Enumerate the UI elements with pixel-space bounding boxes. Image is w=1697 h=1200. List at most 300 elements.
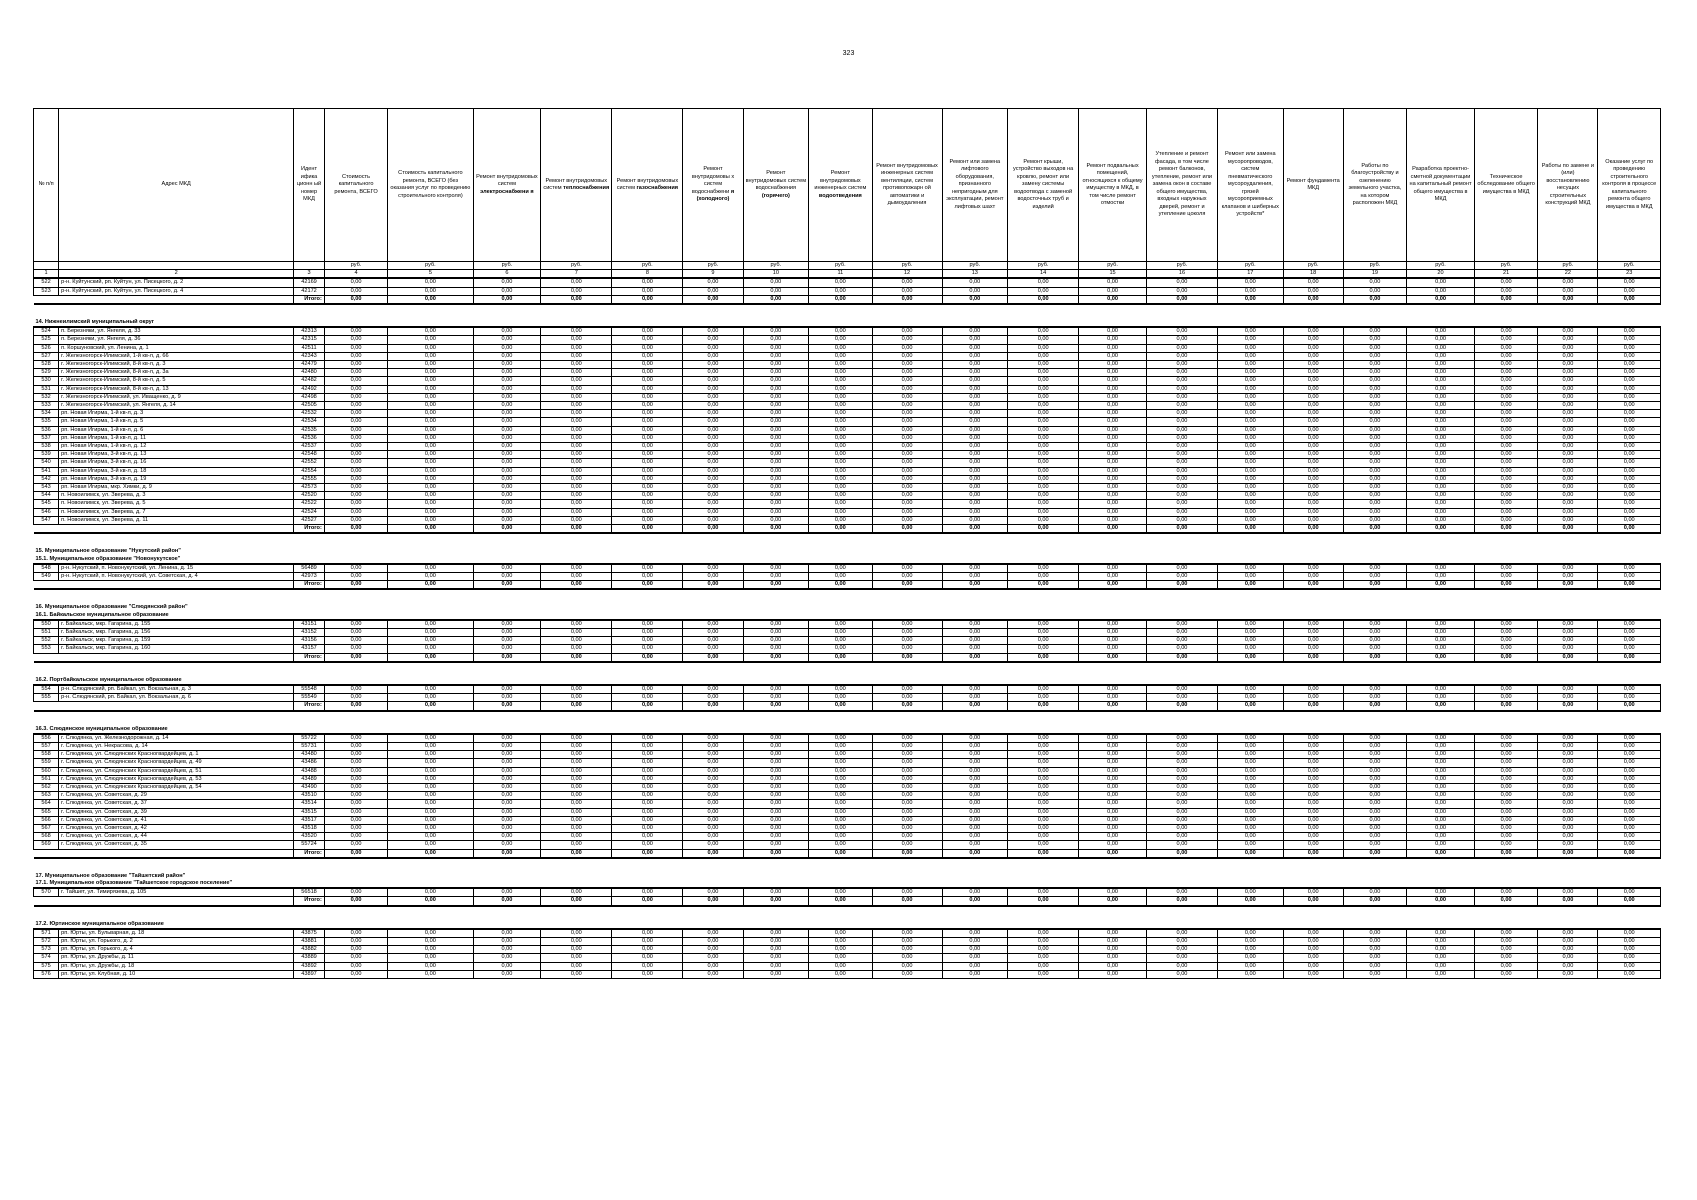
cost-cell: 0,00 — [942, 954, 1008, 962]
mkd-id-cell: 42172 — [294, 287, 325, 295]
section-heading-row — [34, 556, 1661, 564]
cost-cell: 0,00 — [743, 962, 809, 970]
cost-cell: 0,00 — [1008, 564, 1079, 573]
section-heading: 15.1. Муниципальное образование "Новонукутское" — [34, 556, 1661, 564]
cost-cell: 0,00 — [1598, 426, 1661, 434]
cost-cell: 0,00 — [1079, 393, 1147, 401]
cost-cell: 0,00 — [1474, 467, 1537, 475]
cost-cell: 0,00 — [743, 645, 809, 653]
cost-cell: 0,00 — [743, 775, 809, 783]
cost-cell: 0,00 — [1474, 954, 1537, 962]
section-heading: 17. Муниципальное образование "Тайшетский район" — [35, 872, 186, 879]
total-cell: 0,00 — [1008, 897, 1079, 906]
mkd-id-cell: 43520 — [294, 833, 325, 841]
section-heading-row — [34, 921, 1661, 929]
cost-cell: 0,00 — [1538, 369, 1598, 377]
cost-cell: 0,00 — [324, 361, 387, 369]
cost-cell: 0,00 — [1283, 410, 1343, 418]
cost-cell: 0,00 — [1407, 492, 1475, 500]
cost-cell: 0,00 — [683, 888, 743, 897]
cost-cell: 0,00 — [683, 377, 743, 385]
cost-cell: 0,00 — [809, 352, 872, 360]
cost-cell: 0,00 — [1218, 841, 1284, 849]
cost-cell: 0,00 — [1283, 492, 1343, 500]
cost-cell: 0,00 — [1283, 637, 1343, 645]
cost-cell: 0,00 — [1598, 492, 1661, 500]
cost-cell: 0,00 — [942, 841, 1008, 849]
column-header: Ремонт фундамента МКД — [1283, 109, 1343, 262]
cost-cell: 0,00 — [809, 336, 872, 344]
cost-cell: 0,00 — [1218, 759, 1284, 767]
cost-cell: 0,00 — [683, 336, 743, 344]
cost-cell: 0,00 — [1474, 734, 1537, 743]
cost-cell: 0,00 — [942, 336, 1008, 344]
cost-cell: 0,00 — [743, 385, 809, 393]
cost-cell: 0,00 — [1407, 508, 1475, 516]
total-cell: 0,00 — [942, 653, 1008, 662]
total-cell: 0,00 — [683, 849, 743, 858]
total-cell: 0,00 — [324, 653, 387, 662]
cost-cell: 0,00 — [612, 759, 683, 767]
cost-cell: 0,00 — [1146, 759, 1217, 767]
cost-cell: 0,00 — [743, 475, 809, 483]
cost-cell: 0,00 — [1598, 888, 1661, 897]
cost-cell: 0,00 — [324, 792, 387, 800]
cost-cell: 0,00 — [1146, 694, 1217, 702]
cost-cell: 0,00 — [1008, 767, 1079, 775]
cost-cell: 0,00 — [1343, 759, 1406, 767]
cost-cell: 0,00 — [541, 775, 612, 783]
total-cell: 0,00 — [1079, 581, 1147, 590]
cost-cell: 0,00 — [1008, 434, 1079, 442]
row-number: 547 — [34, 516, 59, 524]
cost-cell: 0,00 — [942, 751, 1008, 759]
cost-cell: 0,00 — [683, 287, 743, 295]
table-row — [34, 742, 1661, 750]
cost-cell: 0,00 — [612, 742, 683, 750]
cost-cell: 0,00 — [1343, 808, 1406, 816]
address-cell: г. Байкальск, мкр. Гагарина, д. 156 — [59, 628, 294, 636]
row-number: 552 — [34, 637, 59, 645]
cost-cell: 0,00 — [1218, 327, 1284, 336]
cost-cell: 0,00 — [743, 808, 809, 816]
row-number: 523 — [34, 287, 59, 295]
cost-cell: 0,00 — [942, 767, 1008, 775]
cost-cell: 0,00 — [1218, 344, 1284, 352]
cost-cell: 0,00 — [1218, 816, 1284, 824]
cost-cell: 0,00 — [1474, 402, 1537, 410]
row-number: 528 — [34, 361, 59, 369]
cost-cell: 0,00 — [1218, 278, 1284, 287]
column-number-cell: 9 — [683, 270, 743, 279]
cost-cell: 0,00 — [942, 792, 1008, 800]
spacer-row — [34, 858, 1661, 866]
cost-cell: 0,00 — [1474, 443, 1537, 451]
cost-cell: 0,00 — [388, 492, 473, 500]
cost-cell: 0,00 — [1283, 767, 1343, 775]
cost-cell: 0,00 — [1538, 278, 1598, 287]
cost-cell: 0,00 — [1079, 783, 1147, 791]
cost-cell: 0,00 — [1407, 685, 1475, 694]
cost-cell: 0,00 — [388, 685, 473, 694]
cost-cell: 0,00 — [1474, 385, 1537, 393]
cost-cell: 0,00 — [1008, 759, 1079, 767]
total-cell: 0,00 — [1407, 525, 1475, 534]
cost-cell: 0,00 — [612, 816, 683, 824]
cost-cell: 0,00 — [683, 742, 743, 750]
total-cell: 0,00 — [809, 702, 872, 711]
column-header-bold: я (холодного) — [696, 188, 735, 203]
cost-cell: 0,00 — [1598, 946, 1661, 954]
table-row — [34, 970, 1661, 978]
row-number: 524 — [34, 327, 59, 336]
cost-cell: 0,00 — [1538, 434, 1598, 442]
cost-cell: 0,00 — [1218, 475, 1284, 483]
row-number: 529 — [34, 369, 59, 377]
table-row — [34, 841, 1661, 849]
unit-cell: руб. — [743, 262, 809, 270]
cost-cell: 0,00 — [1218, 645, 1284, 653]
total-blank — [59, 295, 294, 304]
address-cell: рп. Новая Игирма, 1-й кв-л, д. 6 — [59, 426, 294, 434]
column-header: Идент ифика ционн ый номер МКД — [294, 109, 325, 262]
cost-cell: 0,00 — [1079, 637, 1147, 645]
cost-cell: 0,00 — [1008, 970, 1079, 978]
table-row — [34, 500, 1661, 508]
cost-cell: 0,00 — [683, 484, 743, 492]
cost-cell: 0,00 — [743, 841, 809, 849]
address-cell: р-н. Слюдянский, рп. Байкал, ул. Вокзальная, д. 6 — [59, 694, 294, 702]
cost-cell: 0,00 — [1008, 734, 1079, 743]
cost-cell: 0,00 — [743, 694, 809, 702]
row-number: 564 — [34, 800, 59, 808]
section-heading: 16. Муниципальное образование "Слюдянский район" — [35, 604, 188, 611]
cost-cell: 0,00 — [1343, 500, 1406, 508]
table-row — [34, 800, 1661, 808]
total-cell: 0,00 — [1079, 897, 1147, 906]
total-row — [34, 653, 1661, 662]
cost-cell: 0,00 — [612, 459, 683, 467]
cost-cell: 0,00 — [1407, 767, 1475, 775]
cost-cell: 0,00 — [1474, 459, 1537, 467]
cost-cell: 0,00 — [388, 833, 473, 841]
cost-cell: 0,00 — [872, 516, 942, 524]
cost-cell: 0,00 — [683, 685, 743, 694]
column-header: Ремонт или замена лифтового оборудования, признанного непригодным для эксплуатации, ремонт лифтовых шахт — [942, 109, 1008, 262]
cost-cell: 0,00 — [541, 800, 612, 808]
total-cell: 0,00 — [1598, 581, 1661, 590]
table-row — [34, 564, 1661, 573]
cost-cell: 0,00 — [388, 352, 473, 360]
cost-cell: 0,00 — [612, 451, 683, 459]
cost-cell: 0,00 — [809, 443, 872, 451]
cost-cell: 0,00 — [683, 572, 743, 580]
cost-cell: 0,00 — [388, 620, 473, 629]
cost-cell: 0,00 — [683, 508, 743, 516]
cost-cell: 0,00 — [1343, 938, 1406, 946]
cost-cell: 0,00 — [324, 929, 387, 938]
column-header-bold: электроснабжени я — [480, 188, 534, 195]
column-header: Разработка проектно-сметной документации на капитальный ремонт общего имущества в МКД — [1407, 109, 1475, 262]
cost-cell: 0,00 — [1538, 970, 1598, 978]
cost-cell: 0,00 — [1008, 792, 1079, 800]
total-cell: 0,00 — [1474, 295, 1537, 304]
cost-cell: 0,00 — [1474, 377, 1537, 385]
cost-cell: 0,00 — [1474, 564, 1537, 573]
cost-cell: 0,00 — [1343, 287, 1406, 295]
cost-cell: 0,00 — [942, 833, 1008, 841]
total-cell: 0,00 — [473, 897, 541, 906]
cost-cell: 0,00 — [743, 402, 809, 410]
cost-cell: 0,00 — [1079, 929, 1147, 938]
total-cell: 0,00 — [1538, 849, 1598, 858]
cost-cell: 0,00 — [1407, 385, 1475, 393]
cost-cell: 0,00 — [473, 327, 541, 336]
total-cell: 0,00 — [809, 525, 872, 534]
section-heading-row — [34, 548, 1661, 555]
cost-cell: 0,00 — [1343, 946, 1406, 954]
row-number: 551 — [34, 628, 59, 636]
cost-cell: 0,00 — [1146, 508, 1217, 516]
cost-cell: 0,00 — [942, 759, 1008, 767]
cost-cell: 0,00 — [683, 694, 743, 702]
cost-cell: 0,00 — [1008, 775, 1079, 783]
cost-cell: 0,00 — [809, 824, 872, 832]
cost-cell: 0,00 — [1343, 377, 1406, 385]
cost-cell: 0,00 — [1079, 344, 1147, 352]
total-cell: 0,00 — [1283, 581, 1343, 590]
cost-cell: 0,00 — [1407, 572, 1475, 580]
cost-cell: 0,00 — [743, 434, 809, 442]
cost-cell: 0,00 — [1008, 352, 1079, 360]
cost-cell: 0,00 — [541, 767, 612, 775]
column-header-bold: (горячего) — [761, 192, 790, 199]
total-cell: 0,00 — [612, 581, 683, 590]
cost-cell: 0,00 — [541, 516, 612, 524]
total-cell: 0,00 — [1008, 849, 1079, 858]
mkd-id-cell: 43882 — [294, 946, 325, 954]
cost-cell: 0,00 — [1218, 824, 1284, 832]
cost-cell: 0,00 — [683, 833, 743, 841]
cost-cell: 0,00 — [324, 426, 387, 434]
table-row — [34, 410, 1661, 418]
total-cell: 0,00 — [473, 653, 541, 662]
spacer-row — [34, 866, 1661, 873]
cost-cell: 0,00 — [473, 434, 541, 442]
total-cell: 0,00 — [872, 295, 942, 304]
cost-cell: 0,00 — [388, 484, 473, 492]
total-cell: 0,00 — [1146, 525, 1217, 534]
row-number: 549 — [34, 572, 59, 580]
total-cell: 0,00 — [942, 525, 1008, 534]
cost-cell: 0,00 — [1283, 645, 1343, 653]
cost-cell: 0,00 — [541, 500, 612, 508]
cost-cell: 0,00 — [473, 443, 541, 451]
cost-cell: 0,00 — [683, 759, 743, 767]
cost-cell: 0,00 — [1218, 946, 1284, 954]
column-number-cell: 23 — [1598, 270, 1661, 279]
cost-cell: 0,00 — [809, 385, 872, 393]
cost-cell: 0,00 — [1538, 888, 1598, 897]
total-cell: 0,00 — [683, 525, 743, 534]
mkd-id-cell: 43875 — [294, 929, 325, 938]
cost-cell: 0,00 — [1283, 742, 1343, 750]
address-cell: рп. Юрты, ул. Дружбы, д. 11 — [59, 954, 294, 962]
row-number: 544 — [34, 492, 59, 500]
cost-cell: 0,00 — [942, 572, 1008, 580]
cost-cell: 0,00 — [1343, 385, 1406, 393]
cost-cell: 0,00 — [1407, 628, 1475, 636]
cost-cell: 0,00 — [1008, 418, 1079, 426]
cost-cell: 0,00 — [1283, 628, 1343, 636]
cost-cell: 0,00 — [809, 620, 872, 629]
mkd-id-cell: 43517 — [294, 816, 325, 824]
mkd-id-cell: 43881 — [294, 938, 325, 946]
cost-cell: 0,00 — [743, 685, 809, 694]
cost-cell: 0,00 — [1538, 564, 1598, 573]
cost-cell: 0,00 — [473, 751, 541, 759]
cost-cell: 0,00 — [1407, 759, 1475, 767]
cost-cell: 0,00 — [1146, 775, 1217, 783]
mkd-id-cell: 42479 — [294, 361, 325, 369]
cost-cell: 0,00 — [1283, 962, 1343, 970]
cost-cell: 0,00 — [1343, 954, 1406, 962]
cost-cell: 0,00 — [1218, 377, 1284, 385]
cost-cell: 0,00 — [1146, 459, 1217, 467]
cost-cell: 0,00 — [683, 393, 743, 401]
cost-cell: 0,00 — [324, 410, 387, 418]
table-row — [34, 694, 1661, 702]
cost-cell: 0,00 — [1343, 278, 1406, 287]
total-row — [34, 525, 1661, 534]
cost-cell: 0,00 — [473, 833, 541, 841]
address-cell: г. Железногорск-Илимский, ул. Янгеля, д. 14 — [59, 402, 294, 410]
cost-cell: 0,00 — [1407, 352, 1475, 360]
cost-cell: 0,00 — [612, 734, 683, 743]
mkd-id-cell: 43515 — [294, 808, 325, 816]
cost-cell: 0,00 — [683, 385, 743, 393]
cost-cell: 0,00 — [942, 377, 1008, 385]
cost-cell: 0,00 — [1474, 352, 1537, 360]
cost-cell: 0,00 — [1146, 475, 1217, 483]
cost-cell: 0,00 — [324, 694, 387, 702]
cost-cell: 0,00 — [324, 484, 387, 492]
total-cell: 0,00 — [872, 525, 942, 534]
cost-cell: 0,00 — [809, 694, 872, 702]
cost-cell: 0,00 — [388, 808, 473, 816]
cost-cell: 0,00 — [1008, 938, 1079, 946]
unit-cell — [34, 262, 59, 270]
cost-cell: 0,00 — [1538, 946, 1598, 954]
cost-cell: 0,00 — [872, 954, 942, 962]
cost-cell: 0,00 — [872, 402, 942, 410]
spacer-row — [34, 304, 1661, 312]
row-number: 558 — [34, 751, 59, 759]
cost-cell: 0,00 — [1283, 816, 1343, 824]
cost-cell: 0,00 — [388, 344, 473, 352]
cost-cell: 0,00 — [872, 800, 942, 808]
cost-cell: 0,00 — [388, 888, 473, 897]
cost-cell: 0,00 — [942, 742, 1008, 750]
cost-cell: 0,00 — [1283, 620, 1343, 629]
mkd-id-cell: 42535 — [294, 426, 325, 434]
cost-cell: 0,00 — [1538, 451, 1598, 459]
total-cell: 0,00 — [1283, 702, 1343, 711]
cost-cell: 0,00 — [1343, 393, 1406, 401]
column-number-cell: 5 — [388, 270, 473, 279]
cost-cell: 0,00 — [1146, 336, 1217, 344]
mkd-id-cell: 43480 — [294, 751, 325, 759]
cost-cell: 0,00 — [1146, 434, 1217, 442]
table-row — [34, 962, 1661, 970]
cost-cell: 0,00 — [1008, 467, 1079, 475]
cost-cell: 0,00 — [1598, 352, 1661, 360]
cost-cell: 0,00 — [1598, 418, 1661, 426]
cost-cell: 0,00 — [1598, 467, 1661, 475]
cost-cell: 0,00 — [541, 938, 612, 946]
cost-cell: 0,00 — [1407, 808, 1475, 816]
cost-cell: 0,00 — [809, 637, 872, 645]
cost-cell: 0,00 — [1008, 327, 1079, 336]
mkd-id-cell: 55724 — [294, 841, 325, 849]
cost-cell: 0,00 — [1008, 451, 1079, 459]
cost-cell: 0,00 — [942, 327, 1008, 336]
cost-cell: 0,00 — [1474, 484, 1537, 492]
section-heading-row — [34, 677, 1661, 685]
cost-cell: 0,00 — [1283, 500, 1343, 508]
cost-cell: 0,00 — [388, 475, 473, 483]
cost-cell: 0,00 — [388, 500, 473, 508]
cost-cell: 0,00 — [473, 841, 541, 849]
cost-cell: 0,00 — [743, 410, 809, 418]
cost-cell: 0,00 — [541, 402, 612, 410]
cost-cell: 0,00 — [473, 824, 541, 832]
cost-cell: 0,00 — [473, 962, 541, 970]
cost-cell: 0,00 — [683, 402, 743, 410]
mkd-id-cell: 43489 — [294, 775, 325, 783]
total-cell: 0,00 — [1008, 581, 1079, 590]
cost-cell: 0,00 — [809, 508, 872, 516]
total-cell: 0,00 — [473, 849, 541, 858]
cost-cell: 0,00 — [1283, 929, 1343, 938]
cost-cell: 0,00 — [1538, 327, 1598, 336]
cost-cell: 0,00 — [683, 954, 743, 962]
cost-cell: 0,00 — [1146, 938, 1217, 946]
cost-cell: 0,00 — [1218, 929, 1284, 938]
cost-cell: 0,00 — [388, 516, 473, 524]
cost-cell: 0,00 — [1079, 742, 1147, 750]
cost-cell: 0,00 — [324, 783, 387, 791]
table-row — [34, 434, 1661, 442]
spacer-row — [34, 711, 1661, 719]
cost-cell: 0,00 — [942, 393, 1008, 401]
cost-cell: 0,00 — [1343, 467, 1406, 475]
cost-cell: 0,00 — [683, 637, 743, 645]
cost-cell: 0,00 — [388, 327, 473, 336]
cost-cell: 0,00 — [1218, 484, 1284, 492]
cost-cell: 0,00 — [612, 637, 683, 645]
cost-cell: 0,00 — [1538, 833, 1598, 841]
cost-cell: 0,00 — [473, 369, 541, 377]
table-row — [34, 824, 1661, 832]
cost-cell: 0,00 — [942, 628, 1008, 636]
cost-cell: 0,00 — [541, 833, 612, 841]
cost-cell: 0,00 — [872, 508, 942, 516]
cost-cell: 0,00 — [1598, 742, 1661, 750]
cost-cell: 0,00 — [1008, 888, 1079, 897]
cost-cell: 0,00 — [1079, 508, 1147, 516]
cost-cell: 0,00 — [1538, 287, 1598, 295]
